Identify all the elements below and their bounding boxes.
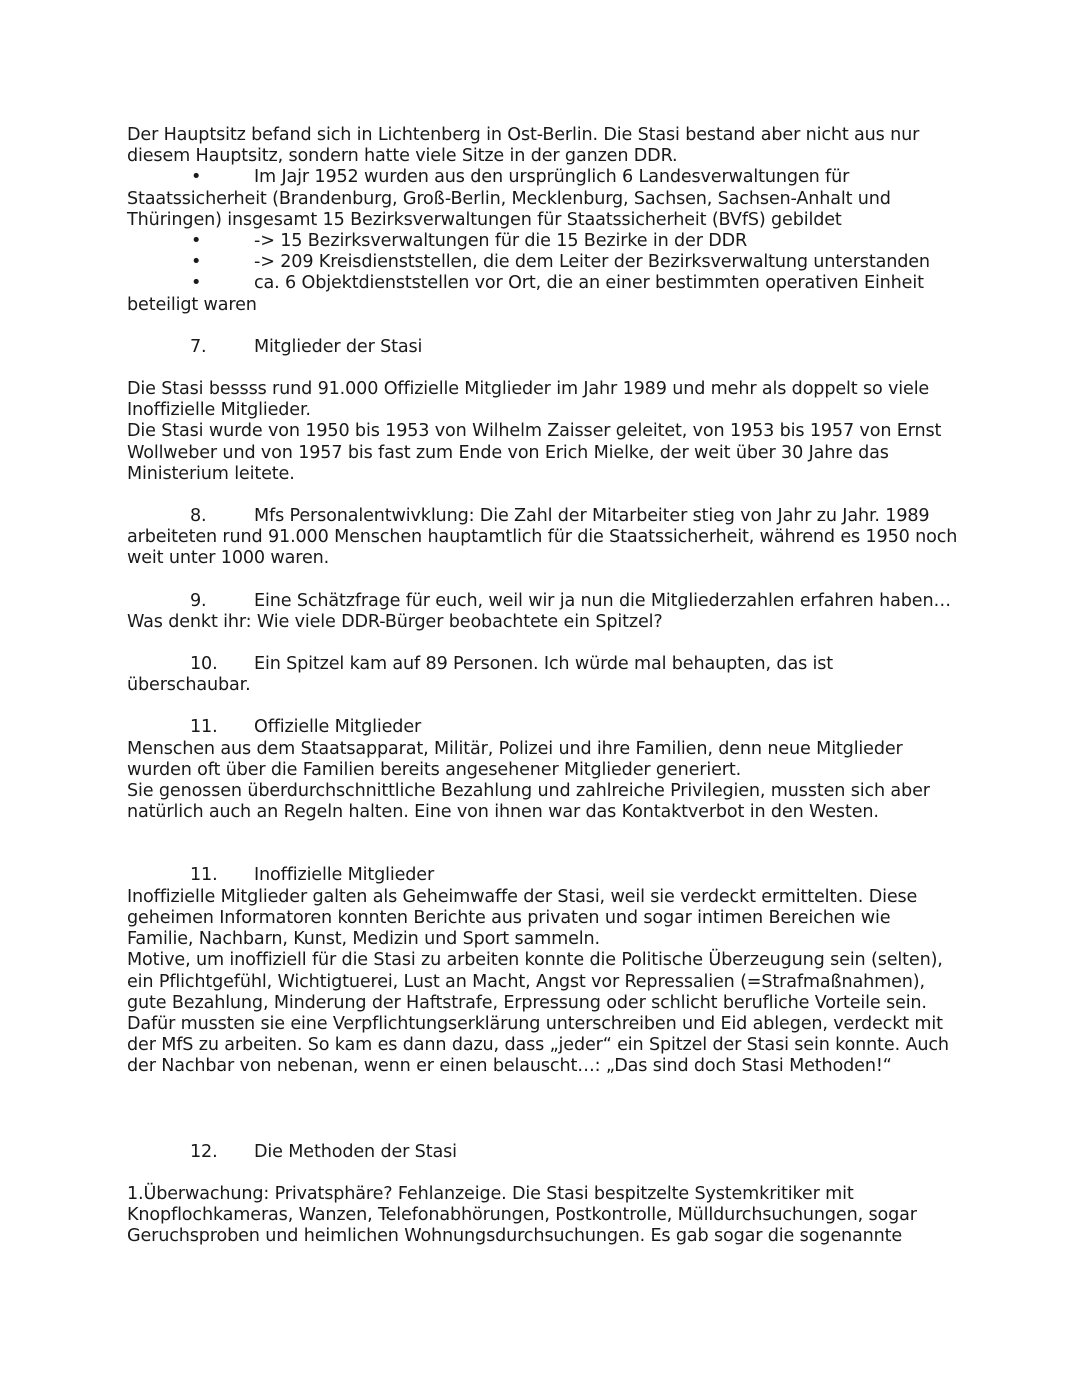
bullet-item: • Im Jajr 1952 wurden aus den ursprünglich 6 Landesverwaltungen für bbox=[191, 167, 850, 188]
section-paragraph: 11. Inoffizielle Mitglieder Inoffizielle Mitglieder galten als Geheimwaffe der Stasi, weil sie verdeckt ermittelten. Diese geheimen Informatoren konnten Berichte aus privaten und sogar intimen Bereichen wie Familie, Nachbarn, Kunst, Medizin und Sport sammeln. Motive, um inoffiziell für die Stasi zu arbeiten konnte die Politische Überzeugung sein (selten), ein Pflichtgefühl, Wichtigtuerei, Lust an Macht, Angst vor Repressalien (=Strafmaßnahmen), gute Bezahlung, Minderung der Haftstrafe, Erpressung oder schlicht berufliche Vorteile sein. Dafür mussten sie eine Verpflichtungserklärung unterschreiben und Eid ablegen, verdeckt mit der MfS zu arbeiten. So kam es dann dazu, dass „jeder“ ein Spitzel der Stasi sein konnte. Auch der Nachbar von nebenan, wenn er einen belauscht…: „Das sind doch Stasi Methoden!“ bbox=[127, 865, 957, 1077]
section-number: 7. bbox=[190, 336, 207, 357]
bullet-icon: • bbox=[191, 167, 202, 188]
section-paragraph: 10. Ein Spitzel kam auf 89 Personen. Ich würde mal behaupten, das ist überschaubar. bbox=[127, 654, 834, 696]
bullet-icon: • bbox=[191, 273, 202, 294]
section-paragraph: 11. Offizielle Mitglieder Menschen aus dem Staatsapparat, Militär, Polizei und ihre Familien, denn neue Mitglieder wurden oft über die Familien bereits angesehener Mitglieder generiert. Sie genossen überdurchschnittliche Bezahlung und zahlreiche Privilegien, mussten sich aber natürlich auch an Regeln halten. Eine von ihnen war das Kontaktverbot in den Westen. bbox=[127, 717, 957, 823]
bullet-item: • ca. 6 Objektdienststellen vor Ort, die an einer bestimmten operativen Einheit bbox=[191, 273, 924, 294]
section-paragraph: 8. Mfs Personalentwivklung: Die Zahl der Mitarbeiter stieg von Jahr zu Jahr. 1989 arbeiteten rund 91.000 Menschen hauptamtlich für die Staatssicherheit, während es 1950 noch weit unter 1000 waren. bbox=[127, 506, 958, 569]
section-number: 11. bbox=[190, 865, 218, 886]
section-number: 8. bbox=[190, 506, 207, 527]
section-title: Offizielle Mitglieder bbox=[254, 717, 422, 738]
text-line: Staatssicherheit (Brandenburg, Groß-Berlin, Mecklenburg, Sachsen, Sachsen-Anhalt und bbox=[127, 188, 891, 209]
section-title: Mitglieder der Stasi bbox=[254, 336, 423, 357]
section-heading bbox=[127, 717, 957, 738]
document-page bbox=[127, 125, 957, 1247]
section-paragraph: Die Stasi bessss rund 91.000 Offizielle Mitglieder im Jahr 1989 und mehr als doppelt so viele Inoffizielle Mitglieder. Die Stasi wurde von 1950 bis 1953 von Wilhelm Zaisser geleitet, von 1953 bis 1957 von Ernst Wollweber und von 1957 bis fast zum Ende von Erich Mielke, der weit über 30 Jahre das Ministerium leitete. bbox=[127, 379, 942, 484]
section-heading bbox=[127, 337, 957, 358]
bullet-list bbox=[127, 167, 957, 315]
section-heading bbox=[127, 865, 957, 886]
section-number: 12. bbox=[190, 1141, 218, 1162]
text-line: Thüringen) insgesamt 15 Bezirksverwaltungen für Staatssicherheit (BVfS) gebildet bbox=[127, 209, 842, 230]
section-number: 10. bbox=[190, 654, 218, 675]
bullet-icon: • bbox=[191, 252, 202, 273]
section-number: 11. bbox=[190, 717, 218, 738]
text-line: diesem Hauptsitz, sondern hatte viele Sitze in der ganzen DDR. bbox=[127, 146, 678, 167]
section-title: Die Methoden der Stasi bbox=[254, 1141, 457, 1162]
section-number: 9. bbox=[190, 590, 207, 611]
section-title: Inoffizielle Mitglieder bbox=[254, 865, 435, 886]
section-heading bbox=[127, 1142, 957, 1163]
text-line: beteiligt waren bbox=[127, 294, 257, 315]
intro-paragraph bbox=[127, 125, 957, 167]
section-paragraph: 1.Überwachung: Privatsphäre? Fehlanzeige. Die Stasi bespitzelte Systemkritiker mit Knopflochkameras, Wanzen, Telefonabhörungen, Postkontrolle, Mülldurchsuchungen, sogar Geruchsproben und heimlichen Wohnungsdurchsuchungen. Es gab sogar die sogenannte bbox=[127, 1183, 917, 1247]
bullet-item: • -> 209 Kreisdienststellen, die dem Leiter der Bezirksverwaltung unterstanden bbox=[191, 252, 930, 273]
bullet-icon: • bbox=[191, 231, 202, 252]
bullet-item: • -> 15 Bezirksverwaltungen für die 15 Bezirke in der DDR bbox=[191, 231, 748, 252]
text-line: Der Hauptsitz befand sich in Lichtenberg in Ost-Berlin. Die Stasi bestand aber nicht aus nur bbox=[127, 125, 920, 145]
section-paragraph: 9. Eine Schätzfrage für euch, weil wir ja nun die Mitgliederzahlen erfahren haben… Was denkt ihr: Wie viele DDR-Bürger beobachtete ein Spitzel? bbox=[127, 590, 951, 632]
